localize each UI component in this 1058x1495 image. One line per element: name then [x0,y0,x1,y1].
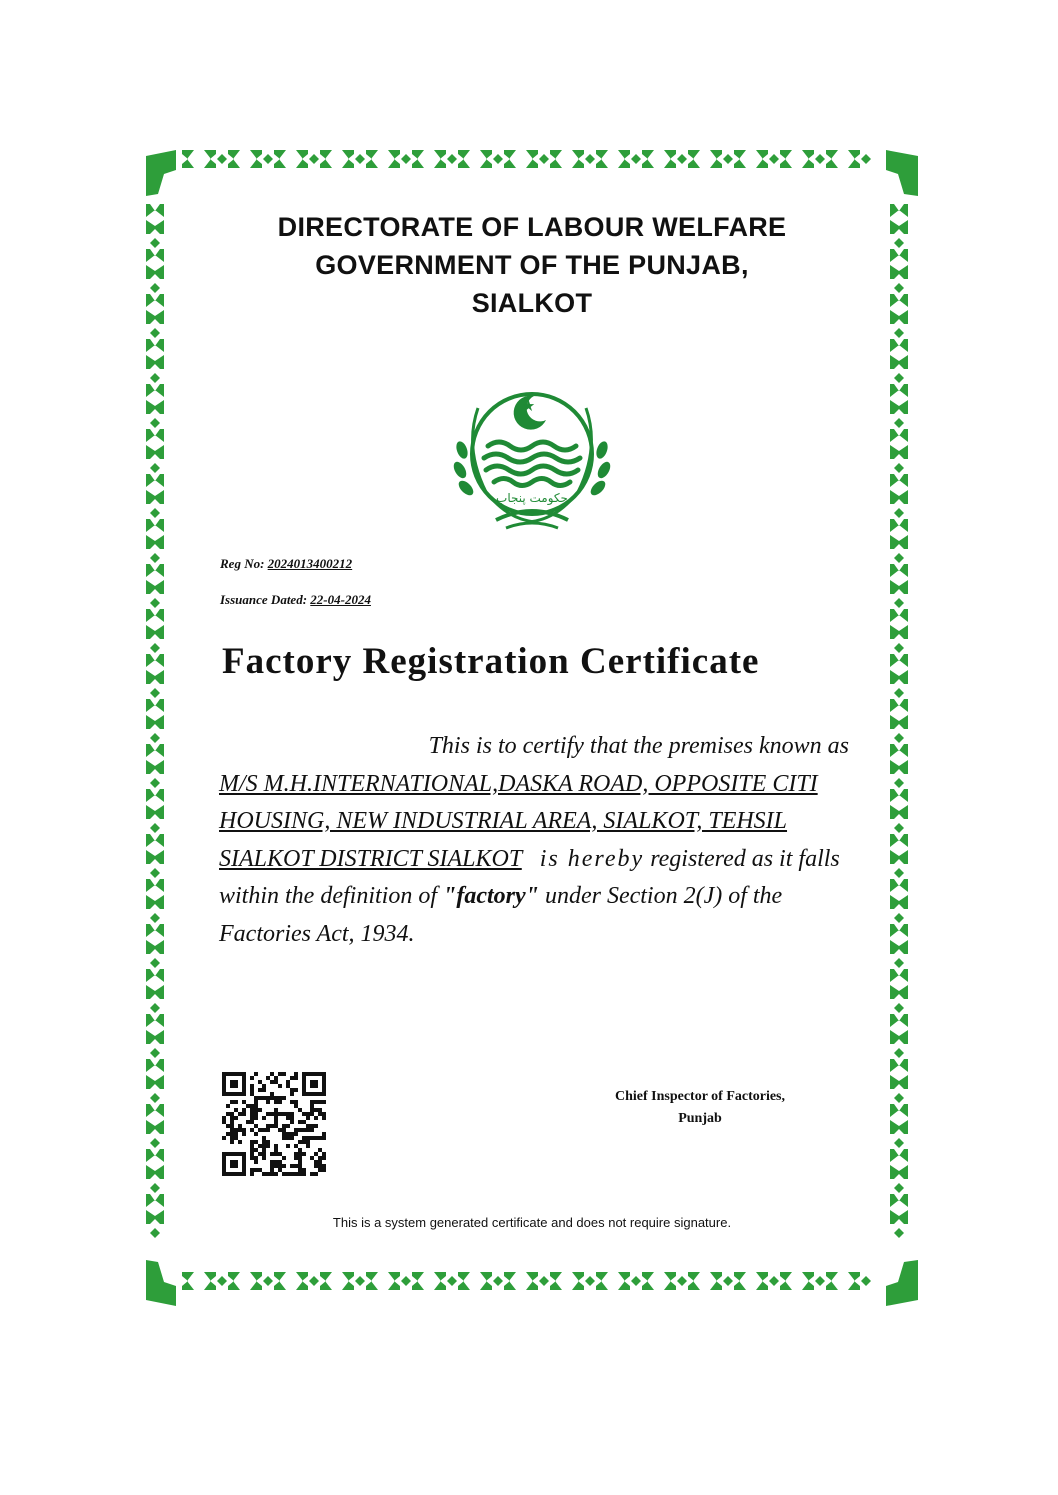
heading-line-1: DIRECTORATE OF LABOUR WELFARE [277,212,787,242]
reg-no-label: Reg No: [220,556,265,571]
certificate-title: Factory Registration Certificate [222,641,760,682]
premises-name-address: M/S M.H.INTERNATIONAL,DASKA ROAD, OPPOSITE CITI HOUSING, NEW INDUSTRIAL AREA, SIALKOT, TEHSIL SIALKOT DISTRICT SIALKOT [219,770,818,872]
issuance-date-label: Issuance Dated: [220,592,308,607]
factory-term: "factory" [443,883,539,909]
qr-code-icon[interactable] [222,1072,326,1176]
signatory-title: Chief Inspector of Factories, [614,1089,786,1104]
issuance-date-value: 22-04-2024 [310,592,371,607]
issuance-date [220,592,371,608]
hereby-text: is hereby [539,845,645,872]
registration-number [220,556,352,572]
certificate-body [219,728,849,953]
issuing-authority-heading [200,208,864,322]
heading-line-3: SIALKOT [471,288,593,318]
punjab-government-emblem-icon [436,380,628,540]
certificate-intro: This is to certify that the premises known as [428,733,849,759]
heading-line-2: GOVERNMENT OF THE PUNJAB, [315,250,749,280]
system-generated-note: This is a system generated certificate and does not require signature. [332,1215,732,1230]
registered-prefix-text: registered as it falls within the definition of [219,845,840,909]
emblem-urdu-text: حکومت پنجاب [496,491,568,505]
reg-no-value: 2024013400212 [267,556,353,571]
registered-suffix-text: under Section 2(J) of the Factories Act, 1934. [219,883,783,947]
signatory-block [570,1086,830,1130]
signatory-region: Punjab [678,1111,722,1126]
